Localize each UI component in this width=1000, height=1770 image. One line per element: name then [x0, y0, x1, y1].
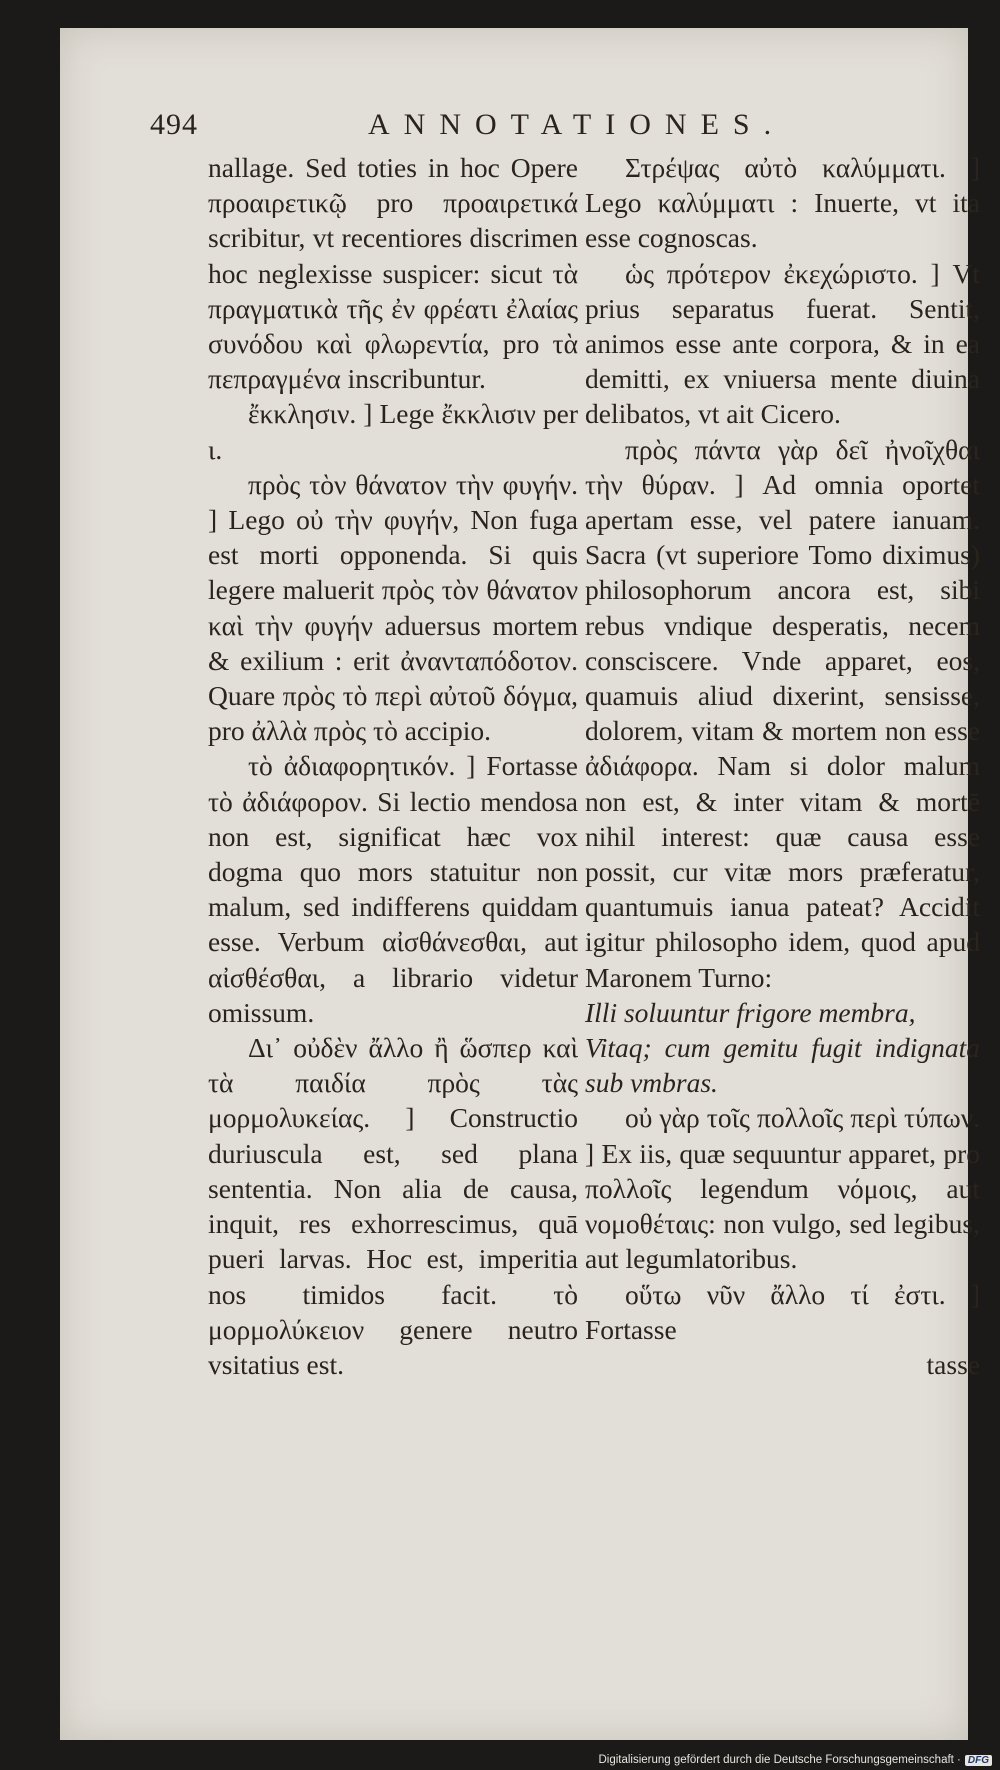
paragraph: Στρέψας αὐτὸ καλύμματι. ] Lego καλύμματι : Inuerte, vt ita esse cognoscas. [585, 152, 980, 254]
dfg-logo-icon: DFG [965, 1755, 992, 1766]
paragraph: τὸ ἀδιαφορητικόν. ] Fortasse τὸ ἀδιάφορον. Si lectio mendosa non est, significat hæc vox dogma quo mors statuitur non malum, sed indifferens quiddam esse. Verbum αἰσθάνεσθαι, aut αἰσθέσθαι, a librario videtur omissum. [208, 750, 578, 1028]
digitization-credit [598, 1754, 992, 1766]
paragraph: ἔκκλησιν. ] Lege ἔκκλισιν per ι. [208, 398, 578, 465]
paragraph: ὡς πρότερον ἐκεχώριστο. ] Vt prius separatus fuerat. Sentit, animos esse ante corpora, & in ea demitti, ex vniuersa mente diuina delibatos, vt ait Cicero. [585, 257, 980, 430]
right-column [585, 150, 980, 1382]
page-number: 494 [150, 108, 198, 141]
left-column [208, 150, 578, 1382]
catchword: tasse [926, 1348, 980, 1380]
paragraph: οὐ γὰρ τοῖς πολλοῖς περὶ τύπων. ] Ex iis, quæ sequuntur apparet, pro πολλοῖς legendum νόμοις, aut νομοθέταις: non vulgo, sed legibus, aut legumlatoribus. [585, 1102, 980, 1275]
running-head: ANNOTATIONES. [368, 108, 786, 141]
verse-line: Illi soluuntur frigore membra, [585, 996, 916, 1028]
paragraph: πρὸς πάντα γὰρ δεῖ ἠνοῖχθαι τὴν θύραν. ] Ad omnia oportet apertam esse, vel patere ianuam. Sacra (vt superiore Tomo diximus) philosophorum ancora est, sibi rebus vndique desperatis, necem consciscere. Vnde apparet, eos, quamuis aliud dixerint, sensisse, dolorem, vitam & mortem non esse ἀδιάφορα. Nam si dolor malum non est, & inter vitam & mortē nihil interest: quæ causa esse possit, cur vitæ mors præferatur, quantumuis ianua pateat? Accidit igitur philosopho idem, quod apud Maronem Turno: [585, 433, 980, 993]
credit-text: Digitalisierung gefördert durch die Deutsche Forschungsgemeinschaft · [598, 1754, 961, 1766]
paragraph: πρὸς τὸν θάνατον τὴν φυγήν. ] Lego οὐ τὴν φυγήν, Non fuga est morti opponenda. Si quis legere maluerit πρὸς τὸν θάνατον καὶ τὴν φυγήν aduersus mortem & exilium : erit ἀνανταπόδοτον. Quare πρὸς τὸ περὶ αὐτοῦ δόγμα, pro ἀλλὰ πρὸς τὸ accipio. [208, 468, 578, 747]
paragraph: nallage. Sed toties in hoc Opere προαιρετικῷ pro προαιρετικά scribitur, vt recentiores discrimen hoc neglexisse suspicer: sicut τὰ πραγματικὰ τῆς ἐν φρέατι ἐλαίας συνόδου καὶ φλωρεντία, pro τὰ πεπραγμένα inscribuntur. [208, 152, 578, 395]
paragraph: Δι᾽ οὐδὲν ἄλλο ἢ ὥσπερ καὶ τὰ παιδία πρὸς τὰς μορμολυκείας. ] Constructio duriuscula est, sed plana sententia. Non alia de causa, inquit, res exhorrescimus, quā pueri larvas. Hoc est, imperitia nos timidos facit. τὸ μορμολύκειον genere neutro vsitatius est. [208, 1032, 578, 1380]
verse-line: Vitaq; cum gemitu fugit indignata sub vmbras. [585, 1032, 980, 1099]
paragraph: οὕτω νῦν ἄλλο τί ἐστι. ] Fortasse [585, 1278, 980, 1345]
